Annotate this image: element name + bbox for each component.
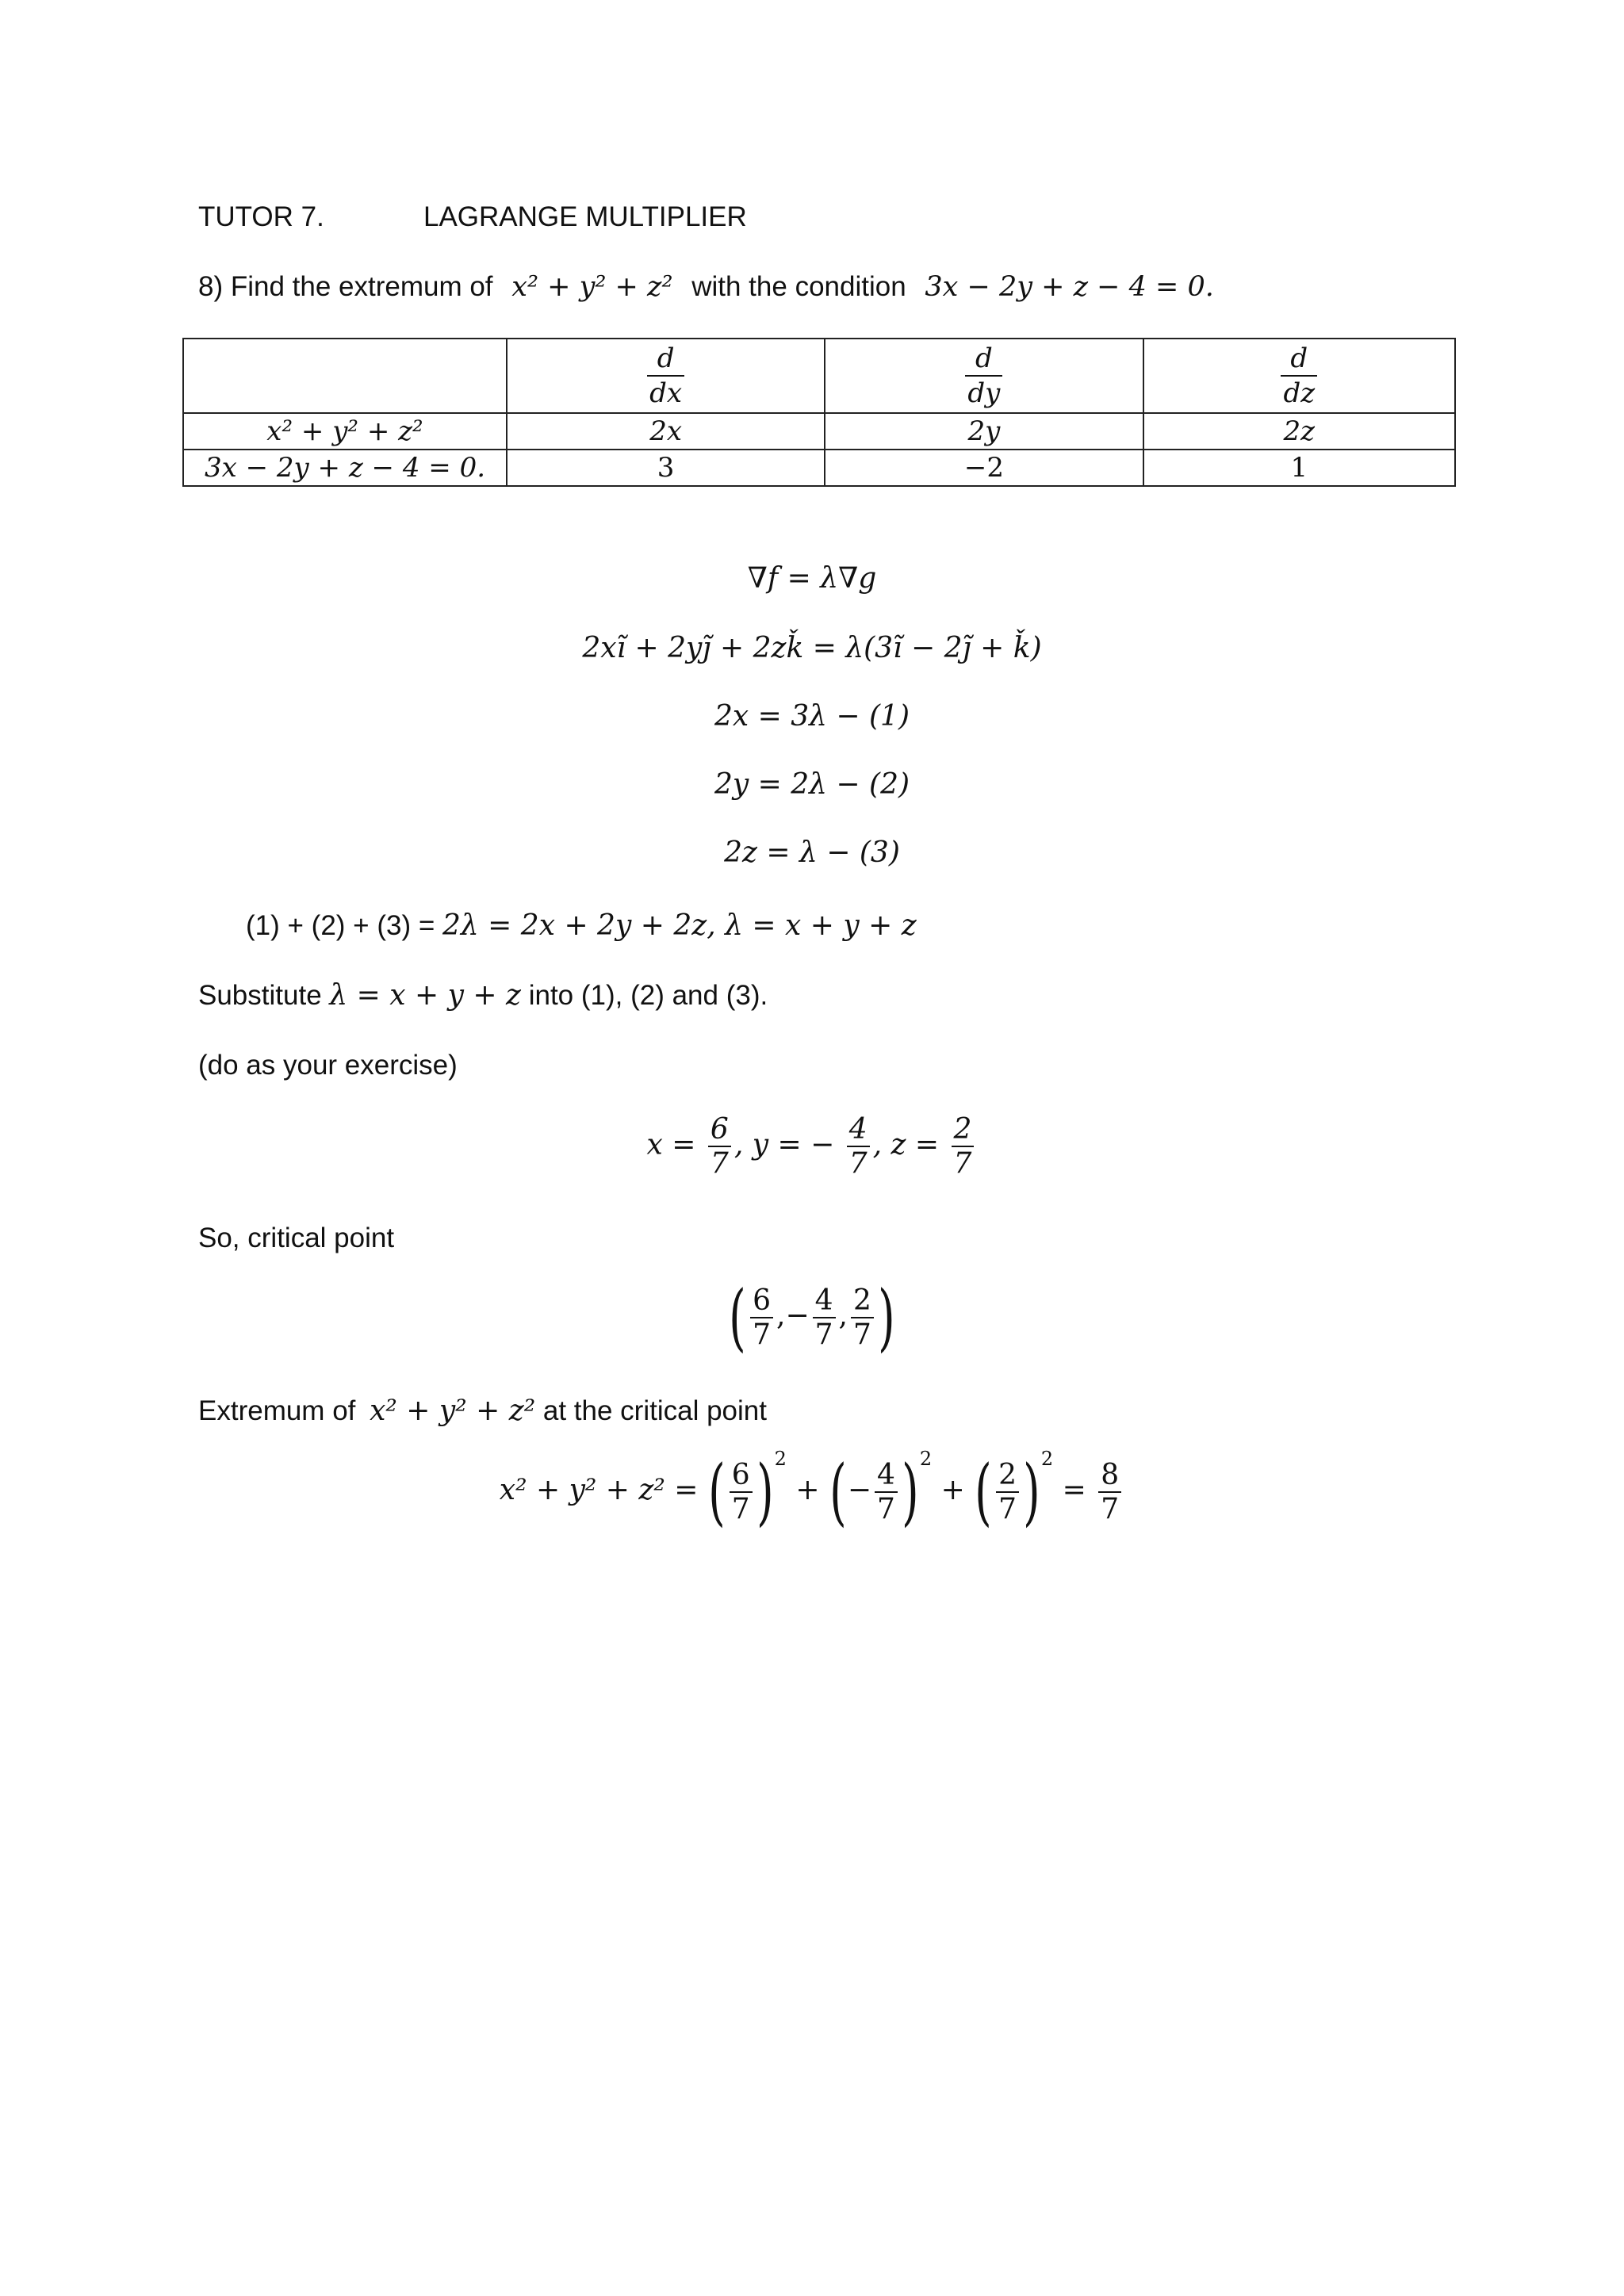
solution-y-num: 4 <box>847 1113 870 1147</box>
term-1-power: 2 <box>774 1448 787 1470</box>
tutor-label: TUTOR 7. <box>198 201 324 232</box>
equation-2: 2y = 2λ − (2) <box>714 768 910 801</box>
exercise-note: (do as your exercise) <box>198 1050 458 1081</box>
close-paren-icon: ) <box>756 1449 774 1534</box>
header-d-dy <box>825 339 1143 413</box>
plus-sign: + <box>795 1474 820 1506</box>
question-line <box>198 270 1214 304</box>
header-dx-num: d <box>647 342 684 377</box>
point-2-sign: − <box>785 1299 810 1332</box>
substitute-word: Substitute <box>198 980 322 1011</box>
result-num: 8 <box>1098 1459 1121 1493</box>
solution-y-label: , y = − <box>733 1128 835 1161</box>
header-dy-num: d <box>965 342 1002 377</box>
term-1-den: 7 <box>731 1493 750 1525</box>
header-d-dx <box>507 339 825 413</box>
open-paren-icon: ( <box>829 1449 847 1534</box>
vector-equation: 2xĩ + 2yj̃ + 2zǩ = λ(3ĩ − 2j̃ + ǩ) <box>582 632 1042 664</box>
open-paren-icon: ( <box>975 1449 992 1534</box>
point-1-den: 7 <box>753 1318 771 1351</box>
substitute-rest: into (1), (2) and (3). <box>528 980 768 1011</box>
extremum-math: x² + y² + z² <box>370 1395 536 1427</box>
header-dy-den: dy <box>967 377 1001 409</box>
term-3-den: 7 <box>998 1493 1017 1525</box>
critical-point: ( $\frac{6}{7}$ ,− $\frac{4}{7}$ , $\frac{2}{7}$ ) <box>729 1275 895 1360</box>
topic-title: LAGRANGE MULTIPLIER <box>423 201 747 232</box>
equals-sign: = <box>1062 1474 1086 1506</box>
sum-label: (1) + (2) + (3) = <box>246 910 435 941</box>
substitute-line <box>198 978 768 1013</box>
final-evaluation <box>0 1448 1624 1534</box>
open-paren-icon: ( <box>729 1275 746 1360</box>
header-d-dz <box>1143 339 1455 413</box>
solution-x-label: x = <box>646 1128 696 1161</box>
table-row <box>183 450 1455 486</box>
final-lhs: x² + y² + z² = <box>499 1474 699 1506</box>
term-1-num: 6 <box>730 1459 753 1493</box>
solution-y-den: 7 <box>848 1147 868 1181</box>
derivative-table <box>182 338 1456 487</box>
header-dz-den: dz <box>1283 377 1316 409</box>
question-function: x² + y² + z² <box>511 271 673 303</box>
open-paren-icon: ( <box>708 1449 726 1534</box>
header-dx-den: dx <box>649 377 683 409</box>
point-1-num: 6 <box>750 1284 773 1318</box>
question-condition: 3x − 2y + z − 4 = 0. <box>925 271 1214 303</box>
row-label: x² + y² + z² <box>183 413 507 450</box>
result-den: 7 <box>1101 1493 1120 1525</box>
close-paren-icon: ) <box>902 1449 919 1534</box>
close-paren-icon: ) <box>1023 1449 1040 1534</box>
term-2-sign: − <box>847 1474 872 1506</box>
table-cell: 1 <box>1143 450 1455 486</box>
table-cell: −2 <box>825 450 1143 486</box>
extremum-suffix: at the critical point <box>542 1395 767 1426</box>
table-cell: 2x <box>507 413 825 450</box>
table-cell: 2y <box>825 413 1143 450</box>
table-header-row <box>183 339 1455 413</box>
substitute-math: λ = x + y + z <box>329 979 521 1012</box>
point-3-den: 7 <box>852 1318 871 1351</box>
extremum-prefix: Extremum of <box>198 1395 356 1426</box>
point-2-num: 4 <box>813 1284 836 1318</box>
term-2-num: 4 <box>875 1459 898 1493</box>
solution-z-den: 7 <box>953 1147 972 1181</box>
question-prefix: 8) Find the extremum of <box>198 271 493 302</box>
table-corner-cell <box>183 339 507 413</box>
table-cell: 2z <box>1143 413 1455 450</box>
point-2-den: 7 <box>814 1318 833 1351</box>
table-cell: 3 <box>507 450 825 486</box>
solution-x-den: 7 <box>710 1147 729 1181</box>
equation-1: 2x = 3λ − (1) <box>714 700 910 733</box>
term-2-den: 7 <box>877 1493 895 1525</box>
point-3-num: 2 <box>851 1284 874 1318</box>
solution-z-num: 2 <box>952 1113 975 1147</box>
solution-values <box>0 1113 1624 1181</box>
plus-sign: + <box>940 1474 965 1506</box>
header-dz-num: d <box>1281 342 1317 377</box>
term-3-num: 2 <box>996 1459 1019 1493</box>
term-2-power: 2 <box>919 1448 933 1470</box>
critical-point-label: So, critical point <box>198 1223 395 1253</box>
row-label: 3x − 2y + z − 4 = 0. <box>183 450 507 486</box>
table-row <box>183 413 1455 450</box>
sum-math: 2λ = 2x + 2y + 2z, λ = x + y + z <box>442 909 917 942</box>
equation-3: 2z = λ − (3) <box>724 836 900 869</box>
solution-z-label: , z = <box>872 1128 940 1161</box>
extremum-line <box>198 1394 767 1429</box>
question-middle: with the condition <box>691 271 906 302</box>
close-paren-icon: ) <box>878 1275 895 1360</box>
sum-line <box>246 909 917 943</box>
term-3-power: 2 <box>1040 1448 1054 1470</box>
solution-x-num: 6 <box>708 1113 731 1147</box>
gradient-equation: ∇f = λ∇g <box>747 562 877 595</box>
